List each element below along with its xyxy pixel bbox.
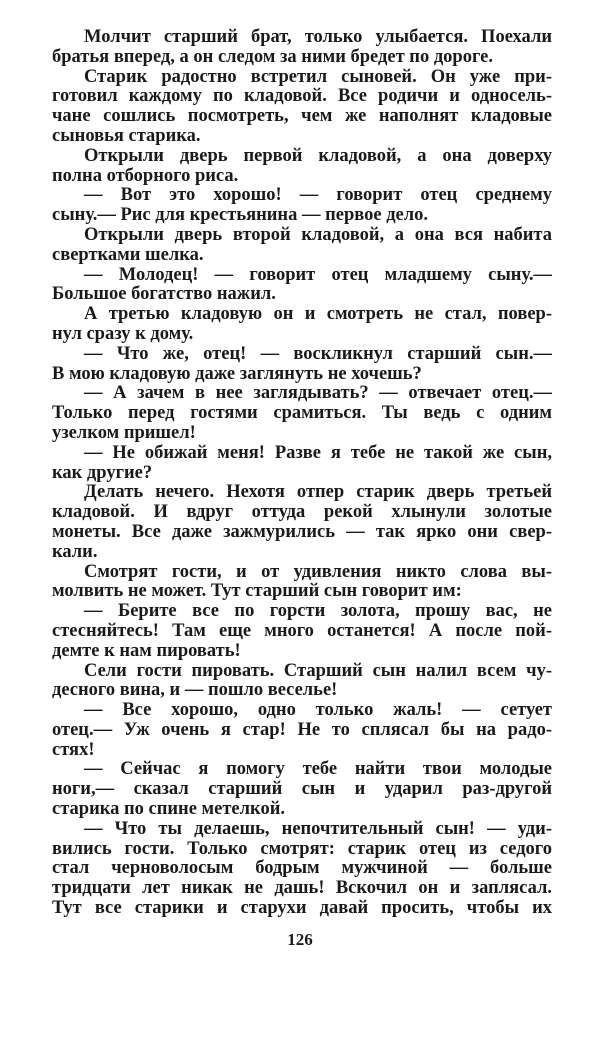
text-line: вились гости. Только смотрят: старик отец из седого xyxy=(52,839,552,859)
text-line: десного вина, и — пошло веселье! xyxy=(52,681,338,701)
text-line: — Сейчас я помогу тебе найти твои молодые xyxy=(84,760,552,780)
text-line: молвить не может. Тут старший сын говорит им: xyxy=(52,582,462,602)
text-line: Большое богатство нажил. xyxy=(52,285,276,305)
text-line: — Что же, отец! — воскликнул старший сын.— xyxy=(84,344,552,364)
text-line: чане сошлись посмотреть, чем же наполнят кладовые xyxy=(52,107,552,127)
text-line: Тут все старики и старухи давай просить, чтобы их xyxy=(52,899,552,919)
text-line: Открыли дверь второй кладовой, а она вся набита xyxy=(84,225,552,245)
text-line: готовил каждому по кладовой. Все родичи и односель- xyxy=(52,87,552,107)
text-line: братья вперед, а он следом за ними бредет по дороге. xyxy=(52,47,493,67)
text-line: Смотрят гости, и от удивления никто слова вы- xyxy=(84,562,552,582)
page-number: 126 xyxy=(287,930,313,949)
text-line: стесняйтесь! Там еще много останется! А после пой- xyxy=(52,621,552,641)
text-line: Старик радостно встретил сыновей. Он уже при- xyxy=(84,67,552,87)
text-line: демте к нам пировать! xyxy=(52,641,241,661)
text-line: — Берите все по горсти золота, прошу вас, не xyxy=(84,602,552,622)
text-line: как другие? xyxy=(52,463,153,483)
text-line: кладовой. И вдруг оттуда рекой хлынули золотые xyxy=(52,503,552,523)
text-line: отец.— Уж очень я стар! Не то сплясал бы на радо- xyxy=(52,720,552,740)
text-line: полна отборного риса. xyxy=(52,166,239,186)
text-line: Молчит старший брат, только улыбается. Поехали xyxy=(84,28,552,47)
text-line: тридцати лет никак не дашь! Вскочил он и заплясал. xyxy=(52,879,552,899)
text-line: — А зачем в нее заглядывать? — отвечает отец.— xyxy=(84,384,552,404)
page-text xyxy=(52,28,552,919)
text-line: свертками шелка. xyxy=(52,245,204,265)
text-line: кали. xyxy=(52,542,98,562)
text-line: — Молодец! — говорит отец младшему сыну.— xyxy=(84,265,552,285)
text-line: сыну.— Рис для крестьянина — первое дело. xyxy=(52,206,429,226)
text-line: стал черноволосым бодрым мужчиной — больше xyxy=(52,859,552,879)
text-line: — Все хорошо, одно только жаль! — сетует xyxy=(84,701,552,721)
text-line: — Что ты делаешь, непочтительный сын! — уди- xyxy=(84,819,552,839)
text-line: — Вот это хорошо! — говорит отец среднему xyxy=(84,186,552,206)
text-line: монеты. Все даже зажмурились — так ярко они свер- xyxy=(52,522,552,542)
text-line: старика по спине метелкой. xyxy=(52,800,285,820)
text-line: Сели гости пировать. Старший сын налил всем чу- xyxy=(84,661,552,681)
text-line: нул сразу к дому. xyxy=(52,324,194,344)
text-line: узелком пришел! xyxy=(52,423,196,443)
text-line: Делать нечего. Нехотя отпер старик дверь третьей xyxy=(84,483,552,503)
text-line: стях! xyxy=(52,740,95,760)
text-line: А третью кладовую он и смотреть не стал, повер- xyxy=(84,305,552,325)
text-line: Только перед гостями срамиться. Ты ведь с одним xyxy=(52,404,552,424)
text-line: сыновья старика. xyxy=(52,126,201,146)
text-line: — Не обижай меня! Разве я тебе не такой же сын, xyxy=(84,443,552,463)
text-line: Открыли дверь первой кладовой, а она доверху xyxy=(84,146,552,166)
text-line: В мою кладовую даже заглянуть не хочешь? xyxy=(52,364,422,384)
text-line: ноги,— сказал старший сын и ударил раз-другой xyxy=(52,780,552,800)
